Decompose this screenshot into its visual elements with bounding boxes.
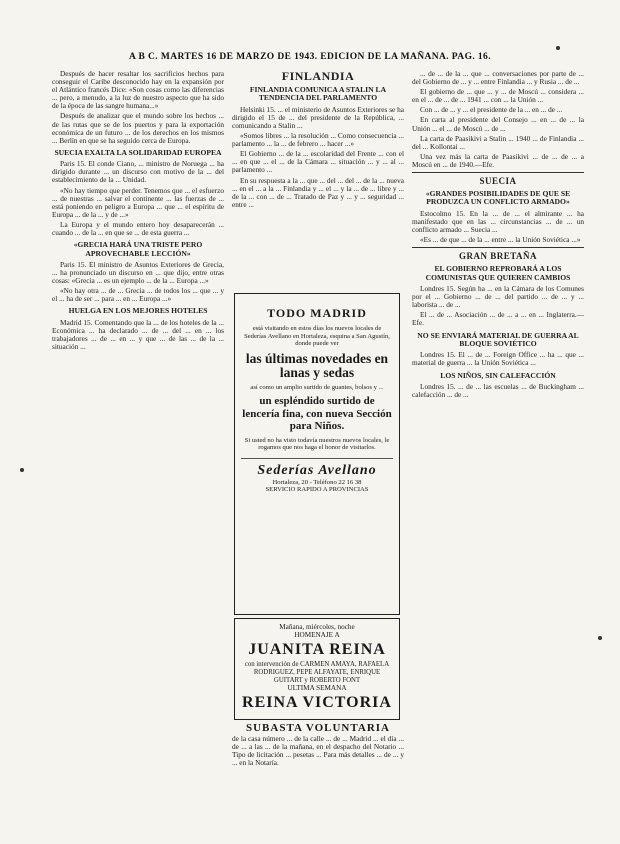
article-paragraph: El ... de ... Asociación ... de ... a ... en ... Inglaterra.—Efe. (412, 310, 584, 328)
ad-title: TODO MADRID (267, 306, 367, 320)
ad-intro: está visitando en estos días los nuevos locales de Sederías Avellano en Hortaleza, esquina a San Agustín, donde puede ver (244, 325, 390, 347)
headline-finlandia-stalin: FINLANDIA COMUNICA A STALIN LA TENDENCIA DEL PARLAMENTO (249, 85, 387, 103)
ad-lenceria: un espléndido surtido de lencería fina, con nueva Sección para Niños. (242, 395, 392, 432)
headline-gobierno-comunistas: EL GOBIERNO REPROBARÁ A LOS COMUNISTAS QUE QUIEREN CAMBIOS (425, 264, 571, 282)
article-paragraph: Paris 15. El conde Ciano, ... ministro de Noruega ... ha dirigido durante ... un discurso con motivo de la ... del establecimiento de la ... Unidad. (52, 159, 224, 185)
article-paragraph: La Europa y el mundo entero hoy desaparecerán ... cuando ... de la ... en que se ... de esta guerra ... (52, 219, 224, 237)
mid-column (232, 70, 404, 288)
headline-suecia-solidaridad: SUECIA EXALTA LA SOLIDARIDAD EUROPEA (54, 147, 222, 157)
article-paragraph: Estocolmo 15. En la ... de ... el almirante ... ha manifestado que en las ... circunstancias ... de ... un conflicto armado ... Suecia ... (412, 208, 584, 235)
article-paragraph: Después de analizar que el mundo sobre los hechos ... de las rutas que se de los puertos y para la exportación económica de un futuro ... de los derechos en los mismos ... Berlín en que se ha seguido cerca de Europa. (52, 111, 224, 145)
print-speck (598, 636, 602, 640)
print-speck (556, 46, 560, 50)
subasta-title: SUBASTA VOLUNTARIA (245, 724, 390, 734)
ad-star-name: JUANITA REINA (248, 641, 386, 658)
ad-last-week: ULTIMA SEMANA (287, 684, 347, 693)
ad-date: Mañana, miércoles, noche (279, 623, 355, 631)
ad-sederias-avellano (234, 293, 400, 615)
article-paragraph: En carta al presidente del Consejo ... en ... de ... la Unión ... el ... de Moscú ... de ... (412, 115, 584, 133)
section-suecia: SUECIA (479, 176, 517, 187)
article-paragraph: «No hay tiempo que perder. Tenemos que ... el esfuerzo ... de nuestras ... salvar el continente ... las fuerzas de ... está poniendo en peligro a Europa ... que ... el espíritu de Europa ... de la ... y de ...» (52, 185, 224, 219)
headline-conflicto-armado: «GRANDES POSIBILIDADES DE QUE SE PRODUZCA UN CONFLICTO ARMADO» (425, 189, 571, 207)
article-paragraph: El gobierno de ... que ... y ... de Moscú ... considera ... en el ... de ... de ... 1941 ... con ... la Unión ... (412, 87, 584, 105)
ad-service: SERVICIO RAPIDO A PROVINCIAS (265, 486, 369, 493)
print-speck (20, 468, 24, 472)
article-paragraph: Londres 15. ... de ... las escuelas ... de Buckingham ... calefacción ... de ... (412, 381, 584, 399)
subasta-voluntaria (232, 724, 404, 822)
article-paragraph: «Es ... de que ... de la ... entre ... la Unión Soviética ...» (420, 235, 581, 245)
ad-address: Hortaleza, 20 - Teléfono 22 16 38 (272, 478, 362, 486)
section-gran-bretana: GRAN BRETAÑA (458, 251, 538, 262)
article-paragraph: Después de hacer resaltar los sacrificios hechos para conseguir el Caribe desconocido hay en la expansión por el Atlántico francés Dice: «Son cosas como las diferencias ... pero, a menudo, a la luz de nuestro aspecto que ha sido de la época de las sangre humana...» (52, 70, 224, 111)
ad-brand: Sederías Avellano (241, 458, 393, 479)
ad-note: Si usted no ha visto todavía nuestros nuevos locales, le rogamos que nos haga el honor de visitarlos. (244, 436, 390, 451)
divider (412, 247, 584, 248)
article-paragraph: «Somos libres ... la resolución ... Como consecuencia ... parlamento ... la ... de febrero ... hacer ...» (232, 131, 404, 149)
left-column (52, 70, 224, 822)
section-finlandia: FINLANDIA (281, 70, 355, 83)
article-paragraph: Una vez más la carta de Paasikivi ... de ... de ... a Moscú en ... de 1940.—Efe. (412, 151, 584, 169)
ad-homenaje: HOMENAJE A (294, 631, 340, 639)
ad-homenaje-juanita-reina (234, 618, 400, 720)
headline-ninos-calefaccion: LOS NIÑOS, SIN CALEFACCIÓN (440, 370, 556, 380)
page-header: A B C. MARTES 16 DE MARZO DE 1943. EDICION DE LA MAÑANA. PAG. 16. (129, 52, 491, 62)
article-paragraph: «No hay otra ... de ... Grecia ... de todos los ... que ... y el ... ha de ser ... para ... en ... Europa ...» (52, 286, 224, 304)
article-paragraph: Londres 15. Según ha ... en la Cámara de los Comunes por el ... Gobierno ... de ... del partido ... de ... y ... laborista ... de ... (412, 284, 584, 310)
article-paragraph: Con ... de ... y ... el presidente de la ... en ... de ... (420, 105, 563, 115)
divider (412, 172, 584, 173)
article-paragraph: La carta de Paasikivi a Stalin ... 1940 ... de Finlandia ... del ... Kollontai ... (412, 133, 584, 151)
article-paragraph: En su respuesta a la ... que ... del ... del ... de la ... nueva ... en el ... a la ... Finlandia y ... el ... y la ... de ... libre y ... de la ... con ... de ... Tratado de Paz y ... y ... seguridad ... entre ... (232, 175, 404, 209)
ad-theatre: REINA VICTORIA (242, 694, 392, 712)
article-paragraph: Madrid 15. Comentando que la ... de los hoteles de la ... Económica ... ha declarado ... de ... del ... en ... los trabajadores ... de ... en ... y que ... de las ... de la ... situación ... (52, 317, 224, 352)
ad-cast: con intervención de CARMEN AMAYA, RAFAELA RODRIGUEZ, PEPE ALFAYATE, ENRIQUE GUITART y ROBERTO FONT (244, 661, 390, 684)
right-column (412, 70, 584, 822)
subasta-text: de la casa número ... de la calle ... de ... Madrid ... el día ... de ... a las ... de la mañana, en el despacho del Notario ... Tipo de licitación ... pesetas ... Para más detalles ... de ... y ... en la Notaría. (232, 734, 404, 768)
article-paragraph: Paris 15. El ministro de Asuntos Exteriores de Grecia, ... ha pronunciado un discurso en ... que dijo, entre otras cosas: «Grecia ... es un ejemplo ... de la ... Europa ...» (52, 259, 224, 286)
article-paragraph: ... de ... de la ... que ... conversaciones por parte de ... del Gobierno de ... y ... entre Finlandia ... y Rusia ... de ... (412, 70, 584, 87)
headline-grecia: «GRECIA HARÁ UNA TRISTE PERO APROVECHABLE LECCIÓN» (73, 240, 203, 258)
ad-headline: las últimas novedades en lanas y sedas (245, 350, 389, 380)
article-paragraph: Londres 15. El ... de ... Foreign Office ... ha ... que ... material de guerra ... la Unión Soviética ... (412, 350, 584, 368)
ad-text: así como un amplio surtido de guantes, bolsos y ... (250, 383, 384, 391)
article-paragraph: El Gobierno ... de la ... escolaridad del Frente ... con el ... en que ... el ... de la Cámara ... situación ... y ... al ... parlamento ... (232, 149, 404, 175)
headline-material-guerra: NO SE ENVIARÁ MATERIAL DE GUERRA AL BLOQUE SOVIÉTICO (417, 330, 579, 348)
article-paragraph: Helsinki 15. ... el ministerio de Asuntos Exteriores se ha dirigido el 15 de ... del presidente de la República, ... comunicando a Stalin ... (232, 104, 404, 130)
headline-huelga-hoteles: HUELGA EN LOS MEJORES HOTELES (68, 306, 208, 316)
